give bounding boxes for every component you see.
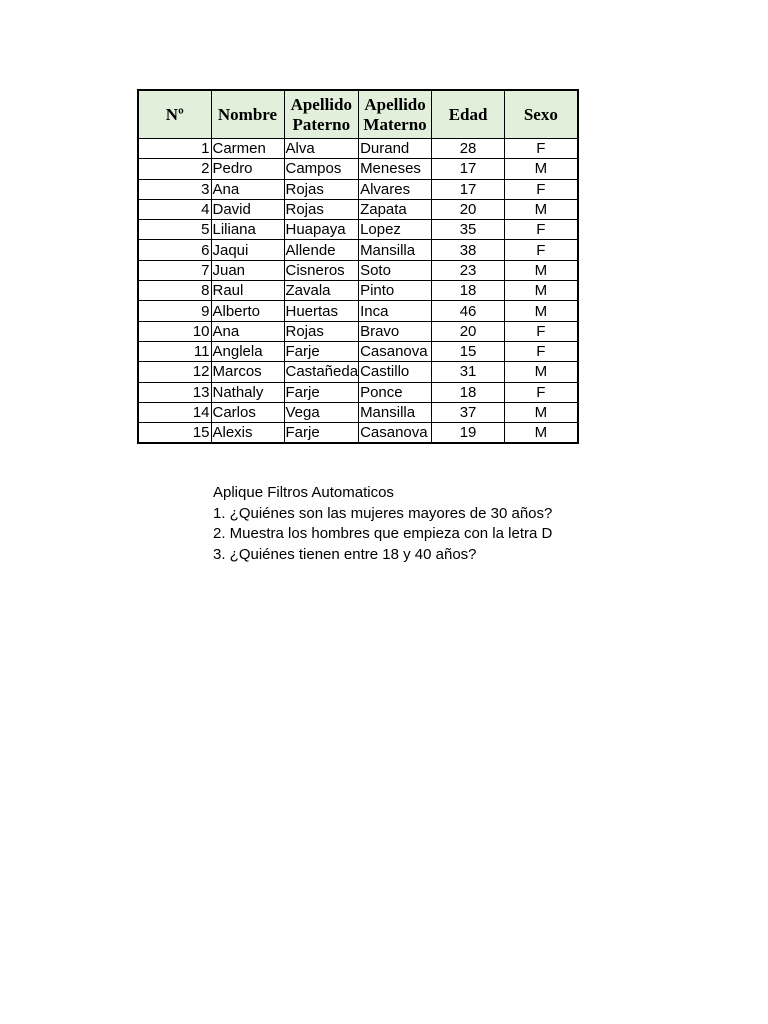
table-row — [138, 260, 578, 280]
cell-apellido-materno[interactable]: Pinto — [359, 281, 432, 301]
cell-apellido-paterno[interactable]: Huapaya — [284, 220, 359, 240]
cell-edad[interactable]: 31 — [432, 362, 505, 382]
cell-sexo[interactable]: M — [505, 423, 578, 444]
cell-apellido-materno[interactable]: Casanova — [359, 423, 432, 444]
cell-num[interactable]: 13 — [138, 382, 211, 402]
cell-nombre[interactable]: Carlos — [211, 402, 284, 422]
cell-apellido-paterno[interactable]: Campos — [284, 159, 359, 179]
cell-sexo[interactable]: F — [505, 139, 578, 159]
cell-num[interactable]: 10 — [138, 321, 211, 341]
cell-num[interactable]: 7 — [138, 260, 211, 280]
cell-apellido-paterno[interactable]: Rojas — [284, 199, 359, 219]
table-row — [138, 341, 578, 361]
table-row — [138, 382, 578, 402]
cell-apellido-materno[interactable]: Mansilla — [359, 402, 432, 422]
cell-nombre[interactable]: Ana — [211, 321, 284, 341]
cell-apellido-materno[interactable]: Meneses — [359, 159, 432, 179]
cell-sexo[interactable]: F — [505, 321, 578, 341]
question-2[interactable]: 2. Muestra los hombres que empieza con la letra D — [213, 525, 553, 542]
cell-edad[interactable]: 23 — [432, 260, 505, 280]
cell-apellido-materno[interactable]: Castillo — [359, 362, 432, 382]
question-1[interactable]: 1. ¿Quiénes son las mujeres mayores de 30 años? — [213, 504, 553, 522]
table-row — [138, 220, 578, 240]
cell-edad[interactable]: 17 — [432, 159, 505, 179]
table-row — [138, 159, 578, 179]
cell-edad[interactable]: 17 — [432, 179, 505, 199]
cell-edad[interactable]: 28 — [432, 139, 505, 159]
cell-num[interactable]: 11 — [138, 341, 211, 361]
cell-sexo[interactable]: M — [505, 281, 578, 301]
cell-num[interactable]: 12 — [138, 362, 211, 382]
cell-sexo[interactable]: F — [505, 179, 578, 199]
cell-apellido-materno[interactable]: Ponce — [359, 382, 432, 402]
cell-apellido-materno[interactable]: Soto — [359, 260, 432, 280]
cell-edad[interactable]: 35 — [432, 220, 505, 240]
header-apellido-materno[interactable] — [359, 90, 432, 139]
people-table — [137, 89, 579, 444]
instructions-title[interactable]: Aplique Filtros Automaticos — [213, 484, 394, 501]
table-row — [138, 423, 578, 444]
cell-apellido-paterno[interactable]: Rojas — [284, 321, 359, 341]
cell-nombre[interactable]: Carmen — [211, 139, 284, 159]
cell-edad[interactable]: 46 — [432, 301, 505, 321]
cell-apellido-materno[interactable]: Durand — [359, 139, 432, 159]
cell-nombre[interactable]: Nathaly — [211, 382, 284, 402]
table-body — [138, 139, 578, 444]
header-row — [138, 90, 578, 139]
cell-nombre[interactable]: Raul — [211, 281, 284, 301]
cell-nombre[interactable]: Alexis — [211, 423, 284, 444]
cell-apellido-materno[interactable]: Zapata — [359, 199, 432, 219]
cell-num[interactable]: 14 — [138, 402, 211, 422]
cell-nombre[interactable]: Marcos — [211, 362, 284, 382]
table-row — [138, 281, 578, 301]
cell-edad[interactable]: 20 — [432, 199, 505, 219]
header-apellido-paterno[interactable] — [284, 90, 359, 139]
cell-sexo[interactable]: M — [505, 199, 578, 219]
cell-edad[interactable]: 18 — [432, 281, 505, 301]
cell-nombre[interactable]: Juan — [211, 260, 284, 280]
cell-sexo[interactable]: F — [505, 382, 578, 402]
cell-nombre[interactable]: Liliana — [211, 220, 284, 240]
question-3[interactable]: 3. ¿Quiénes tienen entre 18 y 40 años? — [213, 545, 477, 563]
cell-sexo[interactable]: F — [505, 220, 578, 240]
cell-apellido-paterno[interactable]: Zavala — [284, 281, 359, 301]
instructions — [213, 483, 552, 565]
cell-apellido-materno[interactable]: Lopez — [359, 220, 432, 240]
table-row — [138, 199, 578, 219]
cell-sexo[interactable]: F — [505, 341, 578, 361]
table-row — [138, 402, 578, 422]
table-row — [138, 362, 578, 382]
cell-apellido-paterno[interactable]: Alva — [284, 139, 359, 159]
cell-sexo[interactable]: M — [505, 362, 578, 382]
cell-num[interactable]: 8 — [138, 281, 211, 301]
cell-apellido-materno[interactable]: Alvares — [359, 179, 432, 199]
cell-edad[interactable]: 18 — [432, 382, 505, 402]
cell-nombre[interactable]: Anglela — [211, 341, 284, 361]
cell-nombre[interactable]: Ana — [211, 179, 284, 199]
cell-edad[interactable]: 19 — [432, 423, 505, 444]
cell-apellido-materno[interactable]: Bravo — [359, 321, 432, 341]
header-num[interactable]: Nº — [138, 90, 211, 139]
cell-num[interactable]: 9 — [138, 301, 211, 321]
cell-sexo[interactable]: M — [505, 159, 578, 179]
table-row — [138, 179, 578, 199]
cell-apellido-materno[interactable]: Mansilla — [359, 240, 432, 260]
cell-num[interactable]: 2 — [138, 159, 211, 179]
cell-sexo[interactable]: M — [505, 402, 578, 422]
cell-apellido-paterno[interactable]: Castañeda — [285, 363, 359, 381]
cell-sexo[interactable]: M — [505, 301, 578, 321]
cell-nombre[interactable]: David — [211, 199, 284, 219]
table-row — [138, 301, 578, 321]
table-row — [138, 240, 578, 260]
cell-apellido-paterno[interactable]: Farje — [284, 382, 359, 402]
header-sexo[interactable]: Sexo — [505, 90, 578, 139]
header-edad[interactable]: Edad — [432, 90, 505, 139]
cell-num[interactable]: 1 — [138, 139, 211, 159]
cell-nombre[interactable]: Pedro — [211, 159, 284, 179]
cell-apellido-paterno[interactable]: Cisneros — [284, 260, 359, 280]
cell-num[interactable]: 6 — [138, 240, 211, 260]
cell-num[interactable]: 15 — [138, 423, 211, 444]
header-nombre[interactable]: Nombre — [211, 90, 284, 139]
cell-sexo[interactable]: M — [505, 260, 578, 280]
table-row — [138, 321, 578, 341]
cell-edad[interactable]: 20 — [432, 321, 505, 341]
cell-apellido-paterno[interactable]: Vega — [284, 402, 359, 422]
cell-nombre[interactable]: Alberto — [211, 301, 284, 321]
cell-apellido-paterno[interactable]: Rojas — [284, 179, 359, 199]
cell-apellido-paterno[interactable]: Huertas — [284, 301, 359, 321]
header-paterno-line2: Paterno — [292, 114, 351, 134]
cell-sexo[interactable]: F — [505, 240, 578, 260]
cell-edad[interactable]: 37 — [432, 402, 505, 422]
cell-edad[interactable]: 38 — [432, 240, 505, 260]
cell-apellido-paterno[interactable]: Allende — [284, 240, 359, 260]
cell-edad[interactable]: 15 — [432, 341, 505, 361]
header-materno-line2: Materno — [363, 114, 427, 134]
cell-num[interactable]: 5 — [138, 220, 211, 240]
header-paterno-line1: Apellido — [290, 94, 352, 114]
cell-num[interactable]: 3 — [138, 179, 211, 199]
table-row — [138, 139, 578, 159]
cell-apellido-paterno[interactable]: Farje — [284, 341, 359, 361]
cell-num[interactable]: 4 — [138, 199, 211, 219]
cell-apellido-paterno[interactable]: Farje — [284, 423, 359, 444]
header-materno-line1: Apellido — [364, 94, 426, 114]
cell-nombre[interactable]: Jaqui — [211, 240, 284, 260]
cell-apellido-materno[interactable]: Inca — [359, 301, 432, 321]
cell-apellido-materno[interactable]: Casanova — [359, 341, 432, 361]
